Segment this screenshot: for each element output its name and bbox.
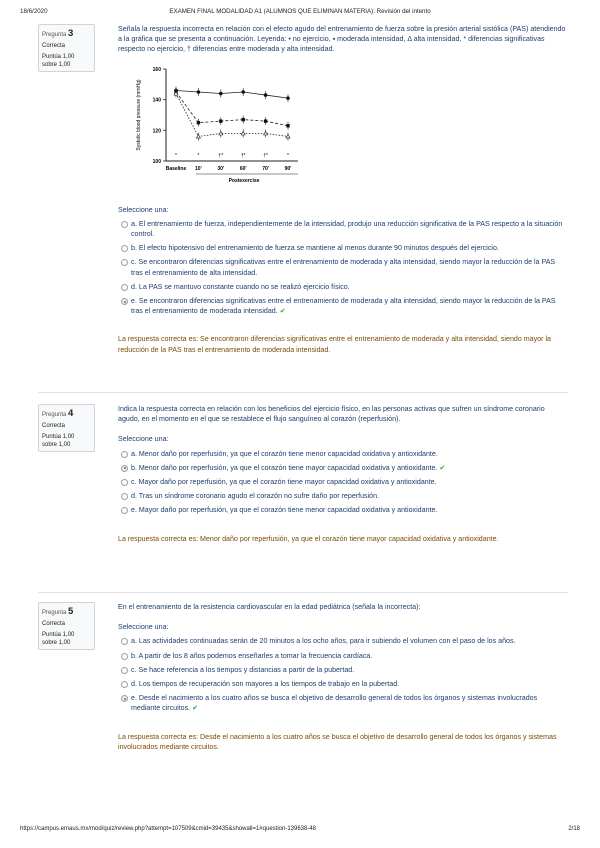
data-point xyxy=(197,90,201,94)
answer-option-selected[interactable] xyxy=(118,693,568,713)
radio-button-checked[interactable] xyxy=(121,298,128,305)
radio-button-checked[interactable] xyxy=(121,465,128,472)
right-answer-feedback: La respuesta correcta es: Menor daño por reperfusión, ya que el corazón tiene mayor capacidad oxidativa y antioxidante. xyxy=(118,534,499,543)
right-answer-feedback: La respuesta correcta es: Desde el nacimiento a los cuatro años se busca el objetivo de desarrollo general de todos los órganos y sistemas involucrados mediante circuitos. xyxy=(118,732,557,751)
answer-option[interactable] xyxy=(118,505,568,515)
answer-option[interactable] xyxy=(118,477,568,487)
question-number: 3 xyxy=(68,28,74,39)
blood-pressure-chart xyxy=(126,61,306,191)
answer-label: d. Tras un síndrome coronario agudo el corazón no sufre daño por reperfusión. xyxy=(131,492,380,501)
significance-mark: †* xyxy=(240,152,246,159)
answer-option[interactable] xyxy=(118,636,568,646)
answer-label: b. Menor daño por reperfusión, ya que el corazón tiene mayor capacidad oxidativa y antioxidante. xyxy=(131,463,438,472)
data-point xyxy=(286,96,290,100)
check-icon: ✔ xyxy=(439,463,446,472)
answer-option[interactable] xyxy=(118,243,568,253)
data-point xyxy=(264,119,267,122)
radio-button[interactable] xyxy=(121,221,128,228)
answer-label: c. Se encontraron diferencias significativas entre el entrenamiento de moderada y alta intensidad, siendo mayor la reducción de la PAS tras el entrenamiento de alta intensidad. xyxy=(131,258,556,277)
radio-button[interactable] xyxy=(121,259,128,266)
data-point xyxy=(286,124,289,127)
question-content xyxy=(118,602,568,752)
data-point xyxy=(196,134,200,138)
x-axis-label: Postexercise xyxy=(228,177,260,184)
question-label: Pregunta xyxy=(42,32,67,38)
answer-label: b. A partir de los 8 años podemos enseñarles a tomar la frecuencia cardíaca. xyxy=(131,651,373,660)
question-state: Correcta xyxy=(42,423,66,429)
radio-button[interactable] xyxy=(121,681,128,688)
radio-button-checked[interactable] xyxy=(121,695,128,702)
y-axis-label: Systolic blood pressure (mmHg) xyxy=(136,79,142,151)
answer-label: d. Los tiempos de recuperación son mayores a los tiempos de trabajo en la pubertad. xyxy=(131,680,400,689)
series-line xyxy=(176,90,288,98)
answer-list xyxy=(118,636,568,713)
question-grade: Puntúa 1,00 sobre 1,00 xyxy=(42,434,75,448)
answer-option[interactable] xyxy=(118,257,568,277)
x-tick-label: 10' xyxy=(195,165,202,172)
data-point xyxy=(242,118,245,121)
radio-button[interactable] xyxy=(121,479,128,486)
answer-label: a. Las actividades continuadas serán de 20 minutos a los ocho años, para ir subiendo el volumen con el paso de los años. xyxy=(131,637,516,646)
question-label: Pregunta xyxy=(42,412,67,418)
x-tick-label: 60' xyxy=(239,165,247,172)
radio-button[interactable] xyxy=(121,284,128,291)
radio-button[interactable] xyxy=(121,245,128,252)
right-answer-feedback: La respuesta correcta es: Se encontraron diferencias significativas entre el entrenamiento de moderada y alta intensidad, siendo mayor la reducción de la PAS tras el entrenamiento de moderada intensidad. xyxy=(118,335,551,354)
page-url: https://campus.emaus.mx/mod/quiz/review.php?attempt=107509&cmid=39435&showall=1#question-139638-48 xyxy=(20,826,317,832)
answer-option[interactable] xyxy=(118,219,568,239)
x-tick-label: 70' xyxy=(262,165,269,172)
radio-button[interactable] xyxy=(121,507,128,514)
separator xyxy=(38,392,568,393)
separator xyxy=(38,592,568,593)
answer-option[interactable] xyxy=(118,449,568,459)
chart-svg xyxy=(126,61,306,191)
data-point xyxy=(219,91,223,95)
data-point xyxy=(241,131,245,135)
answer-label: a. Menor daño por reperfusión, ya que el corazón tiene menor capacidad oxidativa y antioxidante. xyxy=(131,449,438,458)
answer-label: a. El entrenamiento de fuerza, independientemente de la intensidad, produjo una reducción significativa de la PAS respecto a la situación control. xyxy=(131,219,563,239)
radio-button[interactable] xyxy=(121,653,128,660)
question-text: Señala la respuesta incorrecta en relación con el efecto agudo del entrenamiento de fuerza sobre la presión arterial sistólica (PAS) atendiendo a la gráfica que se presenta a continuación. Leyenda: • no ejercicio, ▪ moderada intensidad, Δ alta intensidad, * diferencias significativas respecto no ejercicio, † diferencias entre moderada y alta intensidad. xyxy=(118,25,566,54)
answer-option[interactable] xyxy=(118,282,568,292)
answer-label: c. Se hace referencia a los tiempos y distancias a partir de la pubertad. xyxy=(131,665,355,674)
question-info xyxy=(38,602,95,650)
data-point xyxy=(197,121,200,124)
answer-label: c. Mayor daño por reperfusión, ya que el corazón tiene mayor capacidad oxidativa y antioxidante. xyxy=(131,478,437,487)
significance-mark: †* xyxy=(263,152,268,159)
significance-mark: * xyxy=(175,152,177,159)
page-number: 2/18 xyxy=(568,826,580,832)
answer-label: e. Se encontraron diferencias significativas entre el entrenamiento de moderada y alta intensidad, siendo mayor la reducción de la PAS tras el entrenamiento de moderada intensidad. xyxy=(131,297,556,316)
answer-label: b. El efecto hipotensivo del entrenamiento de fuerza se mantiene al menos durante 90 minutos después del ejercicio. xyxy=(131,244,499,253)
x-tick-label: 90' xyxy=(284,165,292,172)
y-tick-label: 100 xyxy=(152,158,161,165)
radio-button[interactable] xyxy=(121,493,128,500)
select-prompt: Seleccione una: xyxy=(118,435,169,444)
data-point xyxy=(264,93,268,97)
answer-label: e. Desde el nacimiento a los cuatro años se busca el objetivo de desarrollo general de todos los órganos y sistemas involucrados mediante circuitos. xyxy=(131,694,538,713)
question-number: 4 xyxy=(68,408,74,419)
x-tick-label: 30' xyxy=(217,165,225,172)
answer-option[interactable] xyxy=(118,491,568,501)
data-point xyxy=(219,119,222,122)
answer-list xyxy=(118,219,568,317)
answer-option[interactable] xyxy=(118,679,568,689)
answer-label: e. Mayor daño por reperfusión, ya que el corazón tiene menor capacidad oxidativa y antioxidante. xyxy=(131,506,438,515)
question-text: En el entrenamiento de la resistencia cardiovascular en la edad pediátrica (señala la incorrecta): xyxy=(118,603,421,611)
question-text: Indica la respuesta correcta en relación con los beneficios del ejercicio físico, en las personas activas que sufren un síndrome coronario agudo, en el momento en el que se restablece el flujo sanguíneo al corazón (reperfusión). xyxy=(118,405,545,424)
significance-mark: * xyxy=(287,152,289,159)
y-tick-label: 120 xyxy=(152,127,161,134)
question-info xyxy=(38,24,95,72)
question-number: 5 xyxy=(68,606,74,617)
question-grade: Puntúa 1,00 sobre 1,00 xyxy=(42,54,75,68)
significance-mark: †* xyxy=(218,152,224,159)
radio-button[interactable] xyxy=(121,667,128,674)
question-label: Pregunta xyxy=(42,610,67,616)
select-prompt: Seleccione una: xyxy=(118,205,169,214)
question-content xyxy=(118,24,568,355)
answer-option-selected[interactable] xyxy=(118,296,568,316)
series-line xyxy=(176,93,288,136)
check-icon: ✔ xyxy=(279,307,286,316)
select-prompt: Seleccione una: xyxy=(118,623,169,632)
question-info xyxy=(38,404,95,452)
radio-button[interactable] xyxy=(121,451,128,458)
y-tick-label: 160 xyxy=(152,66,161,73)
answer-option[interactable] xyxy=(118,651,568,661)
print-date: 18/6/2020 xyxy=(20,8,48,15)
radio-button[interactable] xyxy=(121,638,128,645)
answer-list xyxy=(118,449,568,516)
document-title: EXAMEN FINAL MODALIDAD A1 (ALUMNOS QUE ELIMINAN MATERIA): Revisión del intento xyxy=(169,8,431,15)
data-point xyxy=(286,134,290,138)
question-state: Correcta xyxy=(42,43,66,49)
answer-label: d. La PAS se mantuvo constante cuando no se realizó ejercicio físico. xyxy=(131,282,350,291)
answer-option-selected[interactable] xyxy=(118,463,568,473)
x-tick-label: Baseline xyxy=(165,165,187,172)
question-grade: Puntúa 1,00 sobre 1,00 xyxy=(42,632,75,646)
significance-mark: * xyxy=(197,152,200,159)
question-content xyxy=(118,404,568,544)
data-point xyxy=(241,90,245,94)
answer-option[interactable] xyxy=(118,665,568,675)
series-line xyxy=(176,92,288,126)
question-state: Correcta xyxy=(42,621,66,627)
check-icon: ✔ xyxy=(192,704,199,713)
y-tick-label: 140 xyxy=(152,97,161,104)
